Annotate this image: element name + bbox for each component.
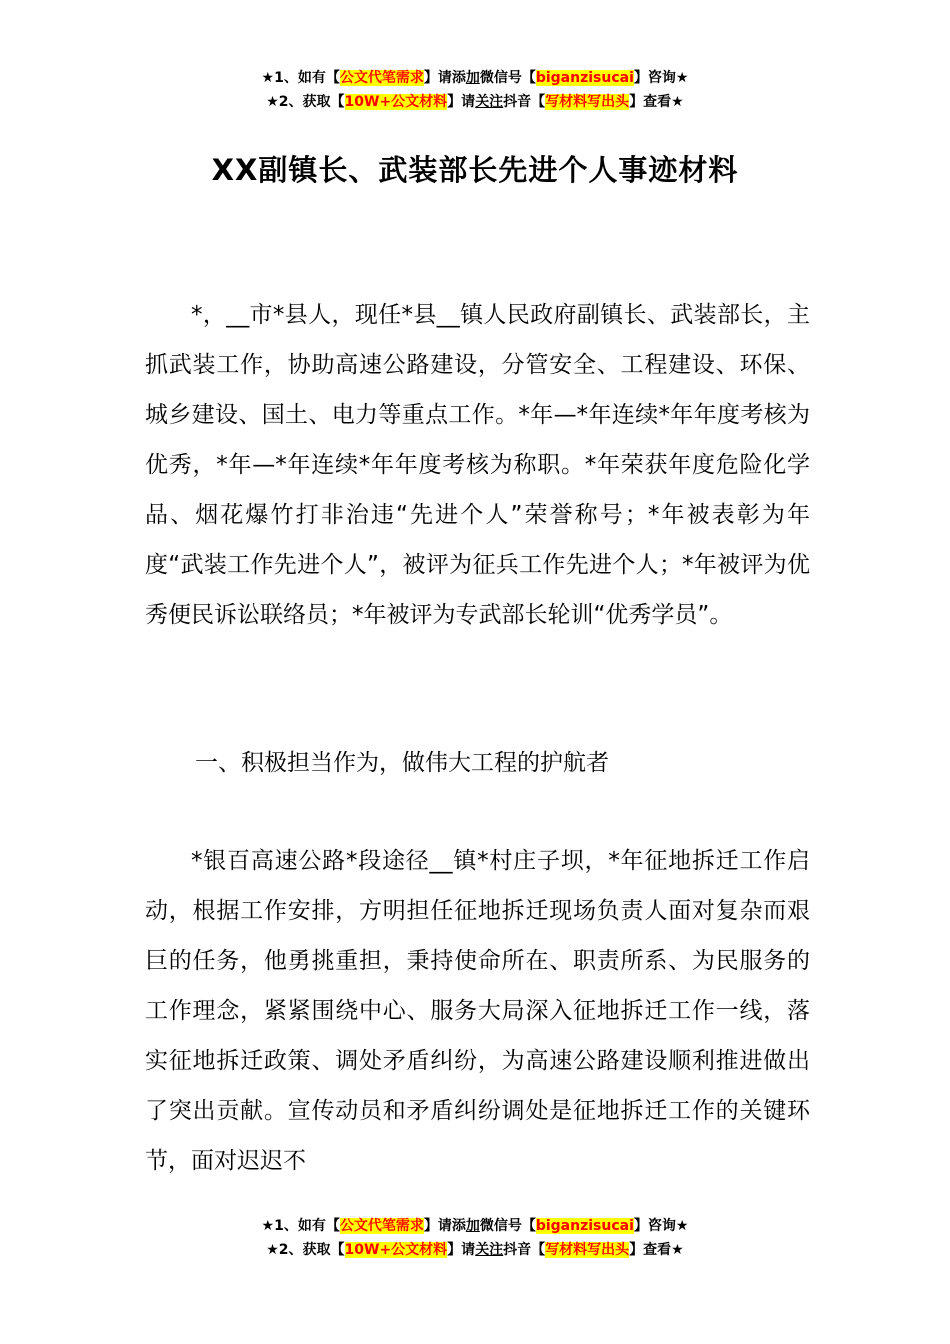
- paragraph-section-1: *银百高速公路*段途径__镇*村庄子坝，*年征地拆迁工作启动，根据工作安排，方明担任征地拆迁现场负责人面对复杂而艰巨的任务，他勇挑重担，秉持使命所在、职责所系、为民服务的工作理念，紧紧围绕中心、服务大局深入征地拆迁工作一线，落实征地拆迁政策、调处矛盾纠纷，为高速公路建设顺利推进做出了突出贡献。宣传动员和矛盾纠纷调处是征地拆迁工作的关键环节，面对迟迟不: [145, 848, 810, 1174]
- document-title: XX副镇长、武装部长先进个人事迹材料: [211, 153, 739, 187]
- banner-text: ★2、获取【: [266, 94, 345, 110]
- body-section-heading: [145, 738, 810, 788]
- banner-text: 】咨询★: [633, 70, 689, 86]
- banner-underlined: 加: [465, 70, 480, 86]
- banner-underlined: 关注: [475, 1242, 504, 1258]
- banner-text: ★1、如有【: [261, 1218, 340, 1234]
- banner-highlight: 公文代笔需求: [339, 1218, 424, 1234]
- banner-text: 】请: [447, 94, 476, 110]
- banner-underlined: 关注: [475, 94, 504, 110]
- banner-text: 】查看★: [629, 94, 684, 110]
- section-heading-1: 一、积极担当作为，做伟大工程的护航者: [195, 750, 609, 776]
- banner-text: ★1、如有【: [261, 70, 340, 86]
- banner-underlined: 加: [465, 1218, 480, 1234]
- header-banner: [0, 66, 950, 114]
- banner-line-1: [0, 66, 950, 90]
- body-section-2: [145, 836, 810, 1186]
- banner-highlight: 写材料写出头: [545, 94, 630, 110]
- footer-banner: [0, 1214, 950, 1262]
- banner-text: 抖音【: [503, 1242, 546, 1258]
- banner-text: 微信号【: [479, 70, 536, 86]
- banner-line-2: [0, 1238, 950, 1262]
- banner-highlight: biganzisucai: [535, 1218, 634, 1234]
- banner-text: 】咨询★: [633, 1218, 689, 1234]
- banner-line-2: [0, 90, 950, 114]
- banner-highlight: 10W+公文材料: [344, 94, 448, 110]
- banner-text: 微信号【: [479, 1218, 536, 1234]
- banner-text: 】查看★: [629, 1242, 684, 1258]
- banner-text: 抖音【: [503, 94, 546, 110]
- banner-text: 】请添: [423, 1218, 466, 1234]
- banner-line-1: [0, 1214, 950, 1238]
- banner-text: 】请添: [423, 70, 466, 86]
- banner-text: ★2、获取【: [266, 1242, 345, 1258]
- banner-text: 】请: [447, 1242, 476, 1258]
- banner-highlight: biganzisucai: [535, 70, 634, 86]
- body-section-1: [145, 290, 810, 640]
- paragraph-intro: *，__市*县人，现任*县__镇人民政府副镇长、武装部长，主抓武装工作，协助高速公路建设，分管安全、工程建设、环保、城乡建设、国土、电力等重点工作。*年—*年连续*年年度考核为优秀，*年—*年连续*年年度考核为称职。*年荣获年度危险化学品、烟花爆竹打非治违“先进个人”荣誉称号；*年被表彰为年度“武装工作先进个人”，被评为征兵工作先进个人；*年被评为优秀便民诉讼联络员；*年被评为专武部长轮训“优秀学员”。: [145, 302, 810, 628]
- banner-highlight: 公文代笔需求: [339, 70, 424, 86]
- banner-highlight: 写材料写出头: [545, 1242, 630, 1258]
- banner-highlight: 10W+公文材料: [344, 1242, 448, 1258]
